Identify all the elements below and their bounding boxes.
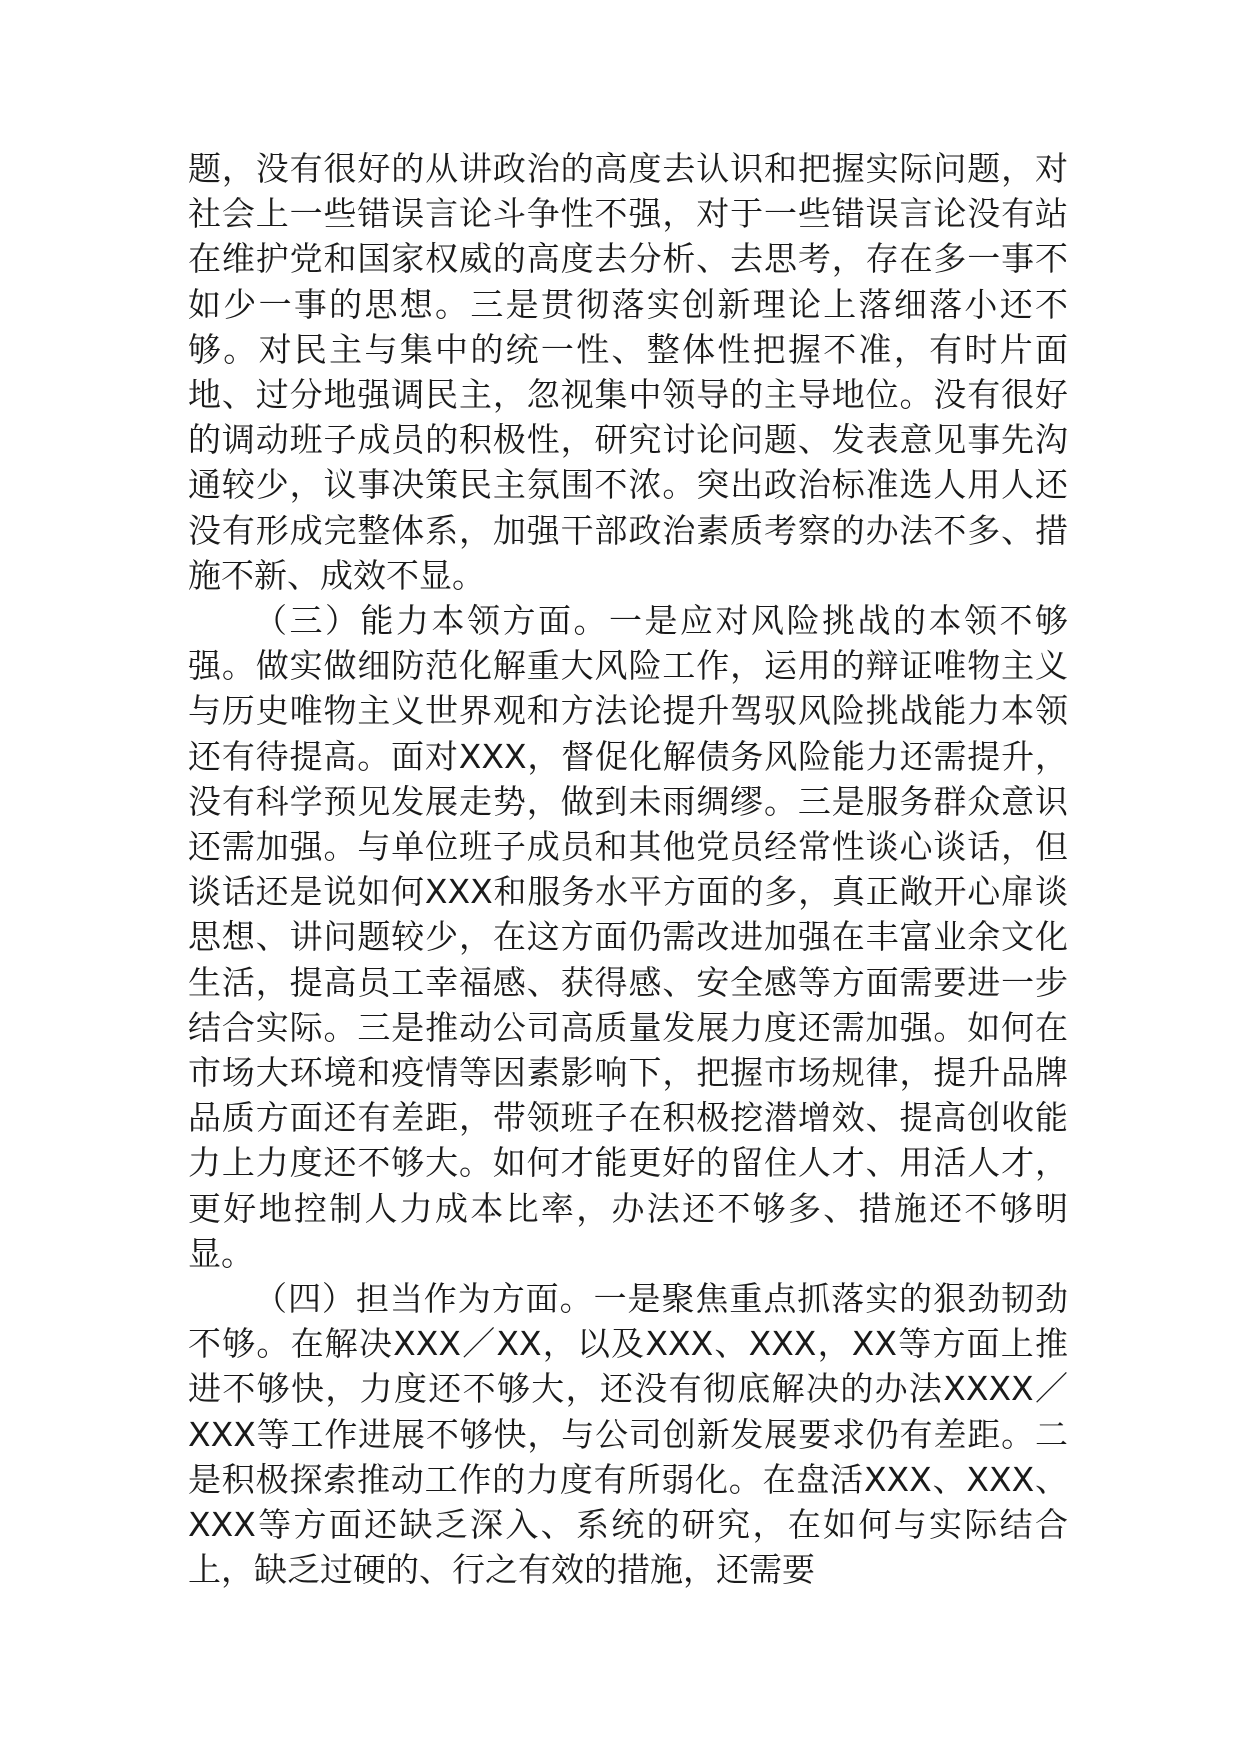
paragraph-responsibility-section: （四）担当作为方面。一是聚焦重点抓落实的狠劲韧劲不够。在解决XXX／XX，以及XXX、XXX，XX等方面上推进不够快，力度还不够大，还没有彻底解决的办法XXXX／XXX等工作进展不够快，与公司创新发展要求仍有差距。二是积极探索推动工作的力度有所弱化。在盘活XXX、XXX、XXX等方面还缺乏深入、系统的研究，在如何与实际结合上，缺乏过硬的、行之有效的措施，还需要 (188, 1279, 1068, 1590)
paragraph-ability-section: （三）能力本领方面。一是应对风险挑战的本领不够强。做实做细防范化解重大风险工作，运用的辩证唯物主义与历史唯物主义世界观和方法论提升驾驭风险挑战能力本领还有待提高。面对XXX，督促化解债务风险能力还需提升，没有科学预见发展走势，做到未雨绸缪。三是服务群众意识还需加强。与单位班子成员和其他党员经常性谈心谈话，但谈话还是说如何XXX和服务水平方面的多，真正敞开心扉谈思想、讲问题较少，在这方面仍需改进加强在丰富业余文化生活，提高员工幸福感、获得感、安全感等方面需要进一步结合实际。三是推动公司高质量发展力度还需加强。如何在市场大环境和疫情等因素影响下，把握市场规律，提升品牌品质方面还有差距，带领班子在积极挖潜增效、提高创收能力上力度还不够大。如何才能更好的留住人才、用活人才，更好地控制人力成本比率，办法还不够多、措施还不够明显。 (188, 601, 1068, 1273)
paragraph-continued: 题，没有很好的从讲政治的高度去认识和把握实际问题，对社会上一些错误言论斗争性不强，对于一些错误言论没有站在维护党和国家权威的高度去分析、去思考，存在多一事不如少一事的思想。三是贯彻落实创新理论上落细落小还不够。对民主与集中的统一性、整体性把握不准，有时片面地、过分地强调民主，忽视集中领导的主导地位。没有很好的调动班子成员的积极性，研究讨论问题、发表意见事先沟通较少，议事决策民主氛围不浓。突出政治标准选人用人还没有形成完整体系，加强干部政治素质考察的办法不多、措施不新、成效不显。 (188, 149, 1068, 595)
document-body (188, 146, 1068, 1593)
